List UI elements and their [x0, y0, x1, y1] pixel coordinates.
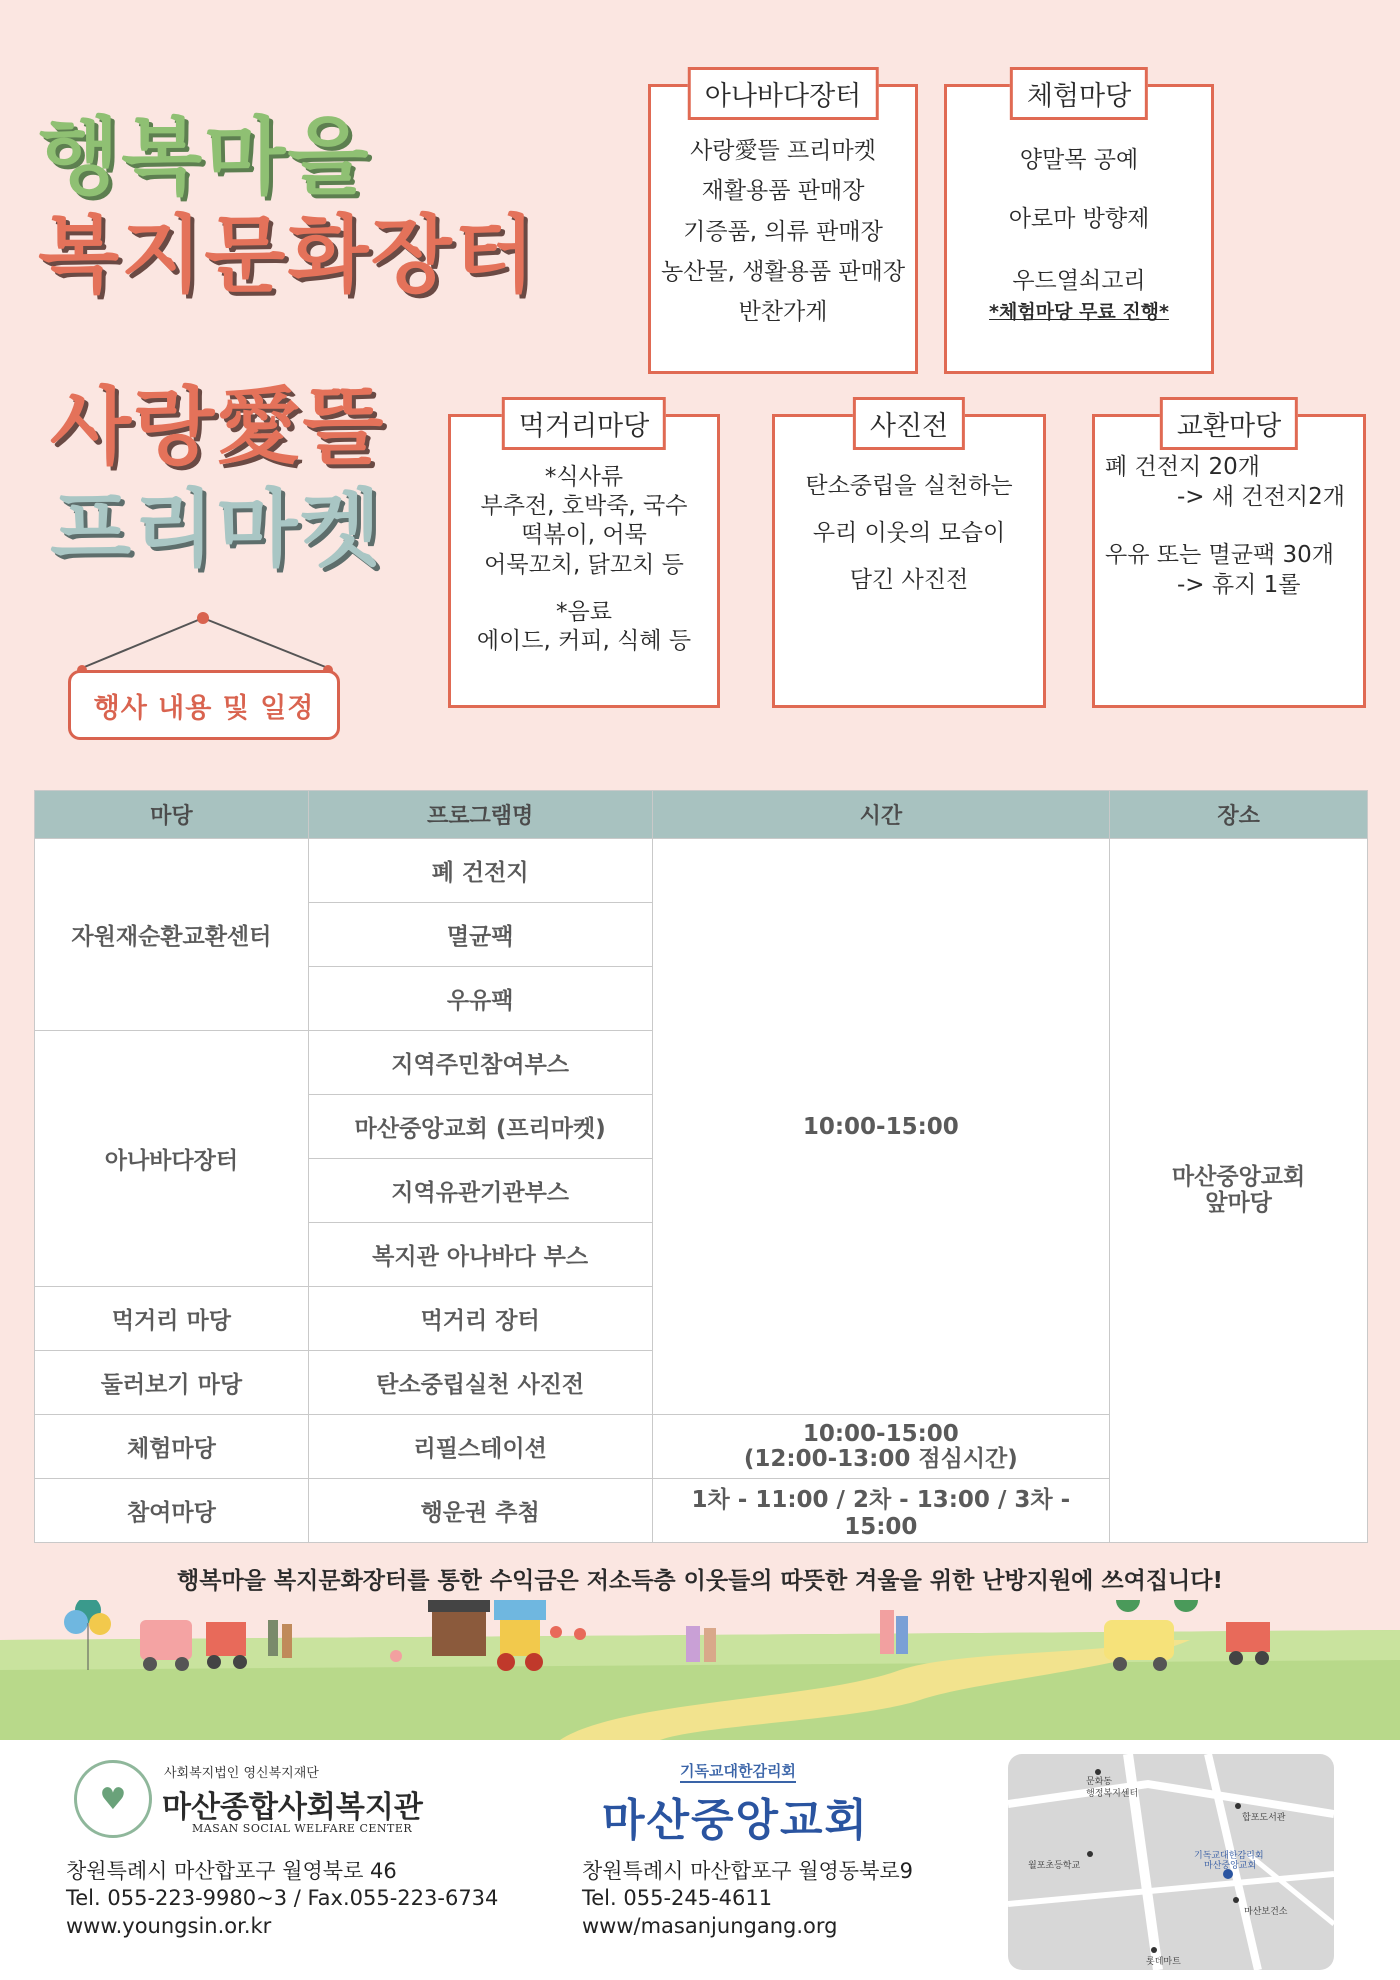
cell-time: 10:00-15:00	[652, 839, 1110, 1415]
cell-group: 자원재순환교환센터	[35, 839, 309, 1031]
cell-program: 지역유관기관부스	[308, 1159, 652, 1223]
org2-name: 마산중앙교회	[602, 1795, 870, 1846]
box-anabada	[648, 81, 918, 374]
box-photo-body	[775, 463, 1043, 604]
tree-icon	[1116, 1600, 1198, 1612]
cell-program: 탄소중립실천 사진전	[308, 1351, 652, 1415]
col-header-yard: 마당	[35, 791, 309, 839]
box-item: 사랑愛뜰 프리마켓	[690, 138, 876, 164]
title-happy-village: 행복마을	[38, 108, 371, 206]
box-item: 기증품, 의류 판매장	[683, 218, 883, 245]
place-line: 마산중앙교회	[1171, 1164, 1306, 1191]
org1-name: 마산종합사회복지관	[162, 1790, 423, 1825]
map-label: 마산보건소	[1244, 1907, 1288, 1917]
cell-program: 멸균팩	[308, 903, 652, 967]
table-header-row	[35, 791, 1368, 839]
box-item: -> 새 건전지2개	[1177, 483, 1345, 510]
box-item: -> 휴지 1롤	[1177, 571, 1301, 598]
map-label: 합포도서관	[1242, 1813, 1286, 1823]
map-label: 월포초등학교	[1028, 1861, 1081, 1871]
box-exchange-body	[1095, 453, 1363, 601]
table-row	[35, 839, 1368, 903]
org2-denomination: 기독교대한감리회	[680, 1760, 796, 1783]
box-anabada-body	[651, 131, 915, 332]
title-welfare-market: 복지문화장터	[38, 206, 537, 304]
cell-program: 행운권 추첨	[308, 1479, 652, 1543]
box-experience	[944, 81, 1214, 374]
box-item: 우리 이웃의 모습이	[812, 520, 1006, 547]
org1-tel: Tel. 055-223-9980~3 / Fax.055-223-6734	[66, 1886, 499, 1911]
cell-program: 복지관 아나바다 부스	[308, 1223, 652, 1287]
col-header-program: 프로그램명	[308, 791, 652, 839]
box-item: 담긴 사진전	[849, 567, 969, 594]
box-item: 우드열쇠고리	[1012, 268, 1146, 295]
box-item: 폐 건전지 20개	[1105, 454, 1260, 480]
org1-address: 창원특례시 마산합포구 월영북로 46	[66, 1859, 397, 1883]
map-label: 문화동	[1086, 1777, 1113, 1787]
cell-time	[652, 1415, 1110, 1479]
cell-program: 우유팩	[308, 967, 652, 1031]
park-illustration	[0, 1600, 1400, 1740]
col-header-place: 장소	[1110, 791, 1368, 839]
org2-tel: Tel. 055-245-4611	[582, 1886, 773, 1911]
map-label: 기독교대한감리회	[1194, 1851, 1264, 1861]
map-label: 롯데마트	[1146, 1957, 1181, 1967]
org2-contact	[582, 1858, 913, 1940]
org1-contact	[66, 1858, 498, 1940]
title-love-yard: 사랑愛뜰	[50, 378, 386, 476]
org1-foundation: 사회복지법인 영신복지재단	[164, 1766, 319, 1781]
cell-group: 먹거리 마당	[35, 1287, 309, 1351]
box-item: 탄소중립을 실천하는	[805, 473, 1013, 499]
org2-web[interactable]: www/masanjungang.org	[582, 1913, 838, 1938]
experience-free-note: *체험마당 무료 진행*	[989, 301, 1169, 324]
box-item: 양말목 공예	[1019, 147, 1139, 173]
box-photo	[772, 411, 1046, 708]
notice-text: 행복마을 복지문화장터를 통한 수익금은 저소득층 이웃들의 따뜻한 겨울을 위한 난방지원에 쓰여집니다!	[177, 1568, 1223, 1594]
cell-program: 먹거리 장터	[308, 1287, 652, 1351]
footer	[0, 1740, 1400, 1980]
box-item: 반찬가게	[738, 299, 828, 325]
box-photo-title: 사진전	[853, 397, 965, 450]
box-item: *식사류	[544, 464, 624, 490]
box-exchange	[1092, 411, 1366, 708]
org1-web[interactable]: www.youngsin.or.kr	[66, 1913, 272, 1938]
box-food	[448, 411, 720, 708]
cell-program: 폐 건전지	[308, 839, 652, 903]
welfare-center-logo-icon: ♥	[74, 1760, 152, 1838]
box-food-title: 먹거리마당	[502, 397, 666, 450]
time-line: (12:00-13:00 점심시간)	[743, 1445, 1018, 1472]
title-free-market: 프리마켓	[50, 480, 383, 578]
box-item: *음료	[556, 598, 612, 625]
time-line: 10:00-15:00	[802, 1421, 959, 1448]
place-line: 앞마당	[1205, 1189, 1272, 1216]
box-item: 떡볶이, 어묵	[521, 522, 647, 549]
hanging-sign	[60, 610, 350, 740]
schedule-table	[34, 790, 1368, 1543]
cell-group: 참여마당	[35, 1479, 309, 1543]
box-food-body	[451, 463, 717, 656]
box-item: 에이드, 커피, 식혜 등	[476, 628, 692, 655]
cell-program: 마산중앙교회 (프리마켓)	[308, 1095, 652, 1159]
cell-group: 체험마당	[35, 1415, 309, 1479]
cell-group: 둘러보기 마당	[35, 1351, 309, 1415]
box-item: 재활용품 판매장	[701, 178, 865, 205]
box-exchange-title: 교환마당	[1160, 397, 1298, 450]
map-label: 행정복지센터	[1086, 1789, 1139, 1799]
box-item: 어묵꼬치, 닭꼬치 등	[484, 551, 684, 578]
cell-place	[1110, 839, 1368, 1543]
sign-label: 행사 내용 및 일정	[68, 670, 340, 740]
map-label: 마산중앙교회	[1204, 1861, 1257, 1871]
cell-program: 리필스테이션	[308, 1415, 652, 1479]
cell-group: 아나바다장터	[35, 1031, 309, 1287]
col-header-time: 시간	[652, 791, 1110, 839]
cell-time: 1차 - 11:00 / 2차 - 13:00 / 3차 - 15:00	[652, 1479, 1110, 1543]
org2-address: 창원특례시 마산합포구 월영동북로9	[582, 1859, 914, 1883]
box-item: 아로마 방향제	[1008, 205, 1150, 232]
box-item: 농산물, 생활용품 판매장	[660, 258, 906, 285]
org1-english-name: MASAN SOCIAL WELFARE CENTER	[192, 1822, 413, 1835]
location-map[interactable]	[1008, 1754, 1334, 1970]
box-experience-title: 체험마당	[1010, 67, 1148, 120]
cell-program: 지역주민참여부스	[308, 1031, 652, 1095]
box-item: 부추전, 호박죽, 국수	[480, 493, 688, 520]
box-experience-body	[947, 131, 1211, 324]
box-item: 우유 또는 멸균팩 30개	[1105, 541, 1334, 568]
box-anabada-title: 아나바다장터	[688, 67, 879, 120]
